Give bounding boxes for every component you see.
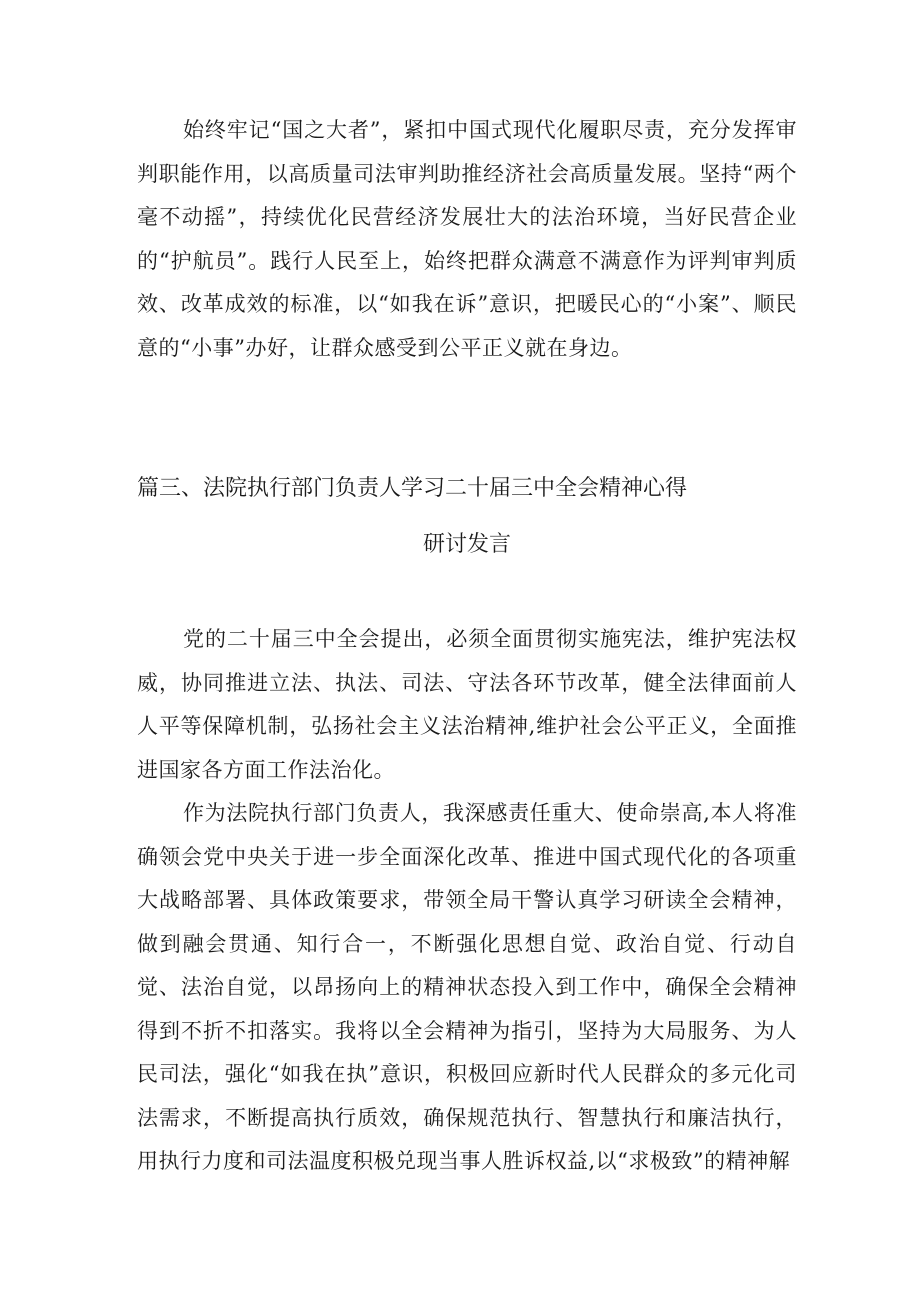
paragraph-3: 作为法院执行部门负责人，我深感责任重大、使命崇高,本人将准确领会党中央关于进一步全面深化改革、推进中国式现代化的各项重大战略部署、具体政策要求，带领全局干警认真学习研读全会精神，做到融会贯通、知行合一，不断强化思想自觉、政治自觉、行动自觉、法治自觉，以昂扬向上的精神状态投入到工作中，确保全会精神得到不折不扣落实。我将以全会精神为指引，坚持为大局服务、为人民司法，强化“如我在执”意识，积极回应新时代人民群众的多元化司法需求，不断提高执行质效，确保规范执行、智慧执行和廉洁执行，用执行力度和司法温度积极兑现当事人胜诉权益,以“求极致”的精神解 [137,801,797,1173]
section-heading-line1: 篇三、法院执行部门负责人学习二十届三中全会精神心得 [137,476,688,501]
paragraph-2: 党的二十届三中全会提出，必须全面贯彻实施宪法，维护宪法权威，协同推进立法、执法、司法、守法各环节改革，健全法律面前人人平等保障机制，弘扬社会主义法治精神,维护社会公平正义，全面推进国家各方面工作法治化。 [137,627,797,782]
paragraph-top: 始终牢记“国之大者”，紧扣中国式现代化履职尽责，充分发挥审判职能作用，以高质量司法审判助推经济社会高质量发展。坚持“两个毫不动摇”，持续优化民营经济发展壮大的法治环境，当好民营企业的“护航员”。践行人民至上，始终把群众满意不满意作为评判审判质效、改革成效的标准，以“如我在诉”意识，把暖民心的“小案”、顺民意的“小事”办好，让群众感受到公平正义就在身边。 [137,118,797,360]
section-heading-line2: 研讨发言 [422,532,511,557]
